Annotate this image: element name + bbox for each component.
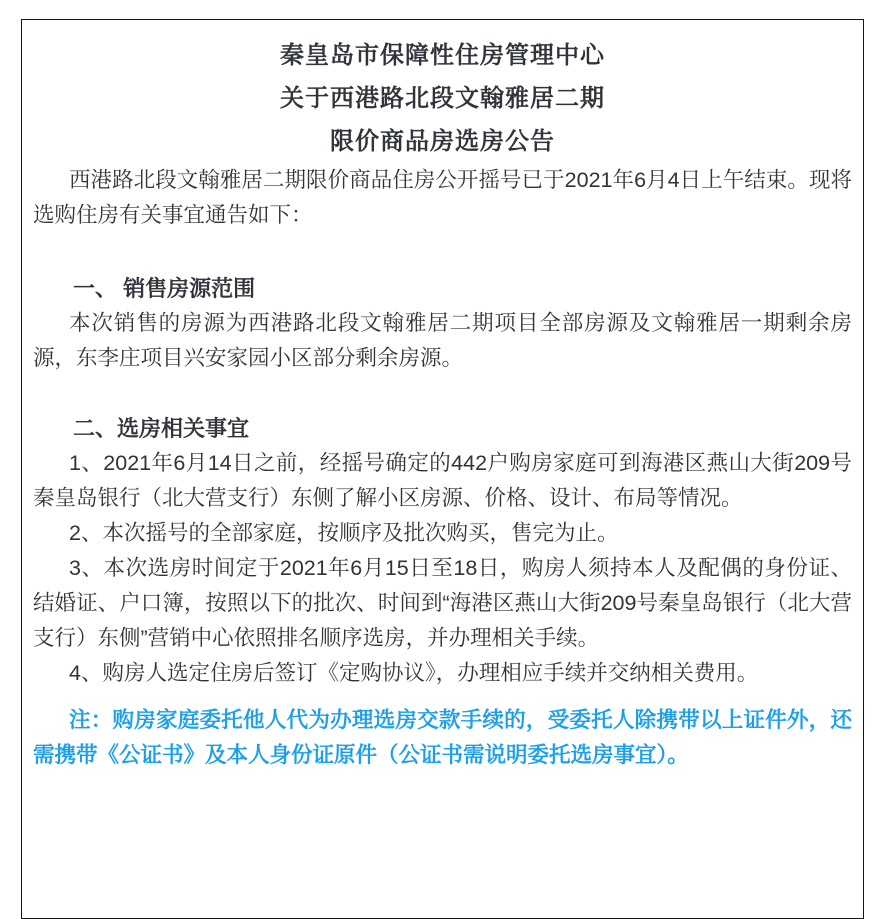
document-frame xyxy=(21,19,864,919)
intro-paragraph: 西港路北段文翰雅居二期限价商品住房公开摇号已于2021年6月4日上午结束。现将选购住房有关事宜通告如下： xyxy=(33,168,852,227)
section-1-paragraph: 本次销售的房源为西港路北段文翰雅居二期项目全部房源及文翰雅居一期剩余房源，东李庄项目兴安家园小区部分剩余房源。 xyxy=(33,311,852,370)
announcement-title xyxy=(33,34,852,163)
list-item-3: 3、本次选房时间定于2021年6月15日至18日，购房人须持本人及配偶的身份证、结婚证、户口簿，按照以下的批次、时间到“海港区燕山大街209号秦皇岛银行（北大营支行）东侧”营销中心依照排名顺序选房，并办理相关手续。 xyxy=(33,556,852,650)
title-line-1: 秦皇岛市保障性住房管理中心 xyxy=(280,42,605,69)
section-2-heading: 二、选房相关事宜 xyxy=(73,416,250,441)
title-line-3: 限价商品房选房公告 xyxy=(330,128,555,155)
list-item-4: 4、购房人选定住房后签订《定购协议》，办理相应手续并交纳相关费用。 xyxy=(69,661,759,685)
list-item-1: 1、2021年6月14日之前，经摇号确定的442户购房家庭可到海港区燕山大街209号秦皇岛银行（北大营支行）东侧了解小区房源、价格、设计、布局等情况。 xyxy=(33,451,852,510)
note-paragraph: 注：购房家庭委托他人代为办理选房交款手续的，受委托人除携带以上证件外，还需携带《公证书》及本人身份证原件（公证书需说明委托选房事宜）。 xyxy=(33,708,852,767)
list-item-2: 2、本次摇号的全部家庭，按顺序及批次购买，售完为止。 xyxy=(69,521,619,545)
section-1-heading: 一、 销售房源范围 xyxy=(73,276,256,301)
title-line-2: 关于西港路北段文翰雅居二期 xyxy=(280,85,605,112)
